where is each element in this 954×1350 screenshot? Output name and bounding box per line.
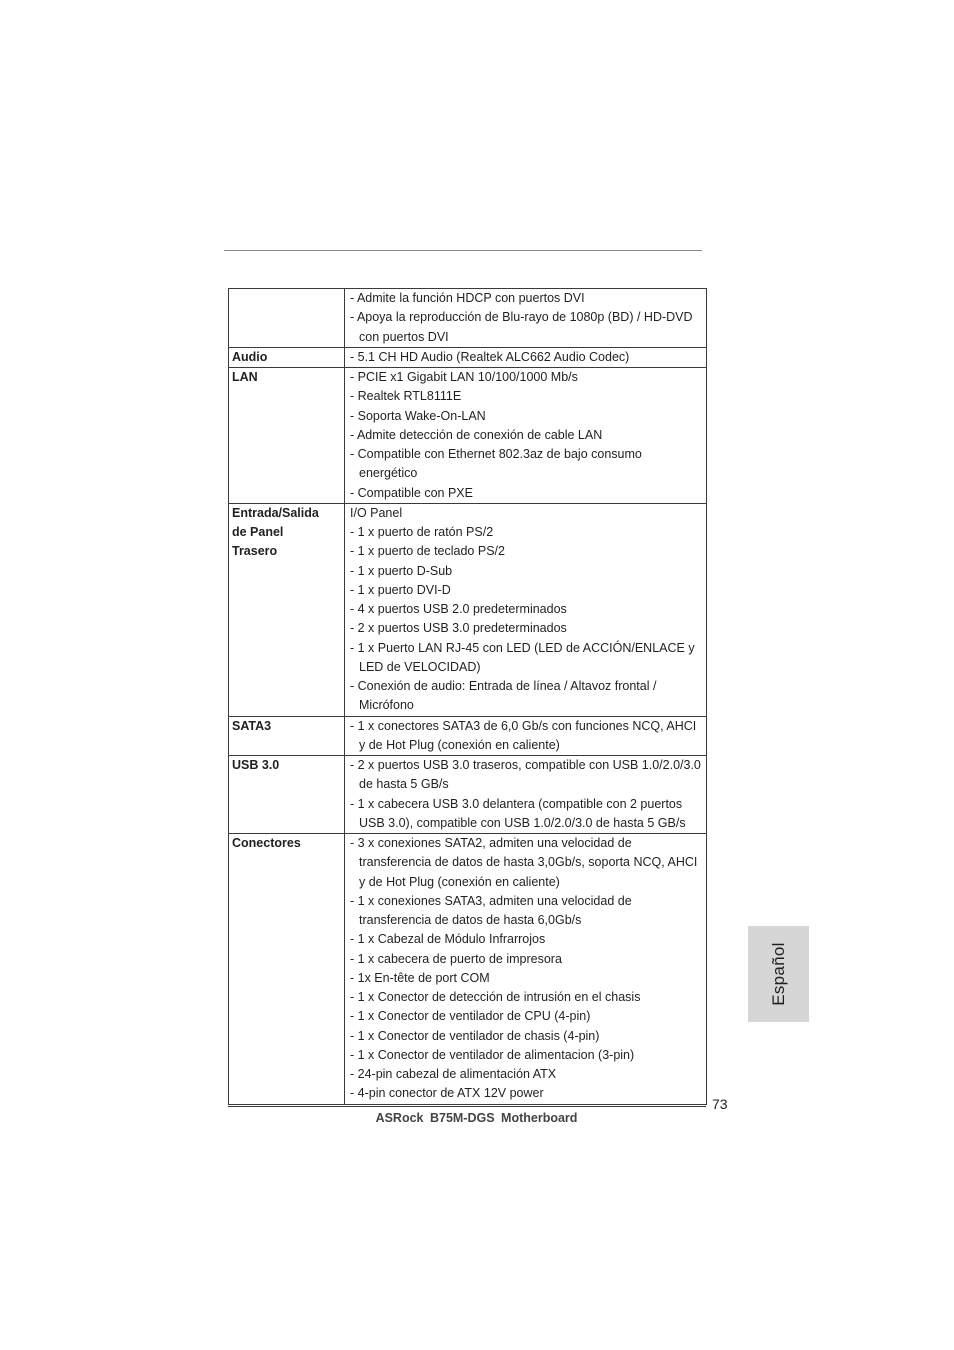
spec-label-cell <box>229 289 345 348</box>
spec-line: LED de VELOCIDAD) <box>359 659 481 674</box>
spec-line: I/O Panel <box>350 505 403 520</box>
spec-label: USB 3.0 <box>232 758 280 772</box>
spec-line: - 1 x puerto de ratón PS/2 <box>350 525 494 539</box>
spec-label: Entrada/Salida <box>232 505 319 520</box>
spec-row <box>229 289 707 348</box>
spec-line: - 1 x puerto DVI-D <box>350 582 451 597</box>
spec-line: y de Hot Plug (conexión en caliente) <box>359 874 560 889</box>
spec-line: - Compatible con PXE <box>350 485 473 500</box>
spec-line: - 24-pin cabezal de alimentación ATX <box>350 1067 557 1081</box>
spec-line: - 1 x Puerto LAN RJ-45 con LED (LED de ACCIÓN/ENLACE y <box>350 640 695 655</box>
spec-label-cell <box>229 368 345 504</box>
spec-line: energético <box>359 466 418 481</box>
spec-line: - Apoya la reproducción de Blu-rayo de 1080p (BD) / HD-DVD <box>350 310 693 325</box>
spec-label-cell <box>229 716 345 756</box>
footer-rule <box>228 1106 706 1107</box>
spec-line: - PCIE x1 Gigabit LAN 10/100/1000 Mb/s <box>350 370 578 384</box>
spec-label: Conectores <box>232 836 301 850</box>
spec-line: - 1 x Conector de detección de intrusión en el chasis <box>350 990 641 1004</box>
spec-row <box>229 503 707 716</box>
spec-line: - 1 x conexiones SATA3, admiten una velocidad de <box>350 893 632 908</box>
spec-value-cell <box>345 716 707 756</box>
language-side-tab-label: Español <box>768 942 788 1006</box>
spec-row <box>229 347 707 367</box>
spec-value-cell <box>345 834 707 1105</box>
spec-line: con puertos DVI <box>359 329 449 344</box>
spec-label: de Panel <box>232 525 284 539</box>
spec-line: - 1 x Conector de ventilador de alimentacion (3-pin) <box>350 1047 635 1062</box>
spec-line: - Admite detección de conexión de cable LAN <box>350 427 603 442</box>
spec-line: - 1 x Conector de ventilador de CPU (4-pin) <box>350 1009 591 1024</box>
spec-value-cell <box>345 347 707 367</box>
spec-label-cell <box>229 756 345 834</box>
spec-row <box>229 716 707 756</box>
spec-line: - 2 x puertos USB 3.0 predeterminados <box>350 621 567 636</box>
spec-line: - 1 x Cabezal de Módulo Infrarrojos <box>350 932 546 947</box>
spec-line: USB 3.0), compatible con USB 1.0/2.0/3.0 de hasta 5 GB/s <box>359 815 686 830</box>
footer-title: ASRock B75M-DGS Motherboard <box>375 1111 578 1125</box>
spec-row <box>229 368 707 504</box>
spec-label-cell <box>229 347 345 367</box>
spec-label: LAN <box>232 370 258 384</box>
spec-line: - 4 x puertos USB 2.0 predeterminados <box>350 602 567 616</box>
spec-line: - 1 x cabecera de puerto de impresora <box>350 951 562 966</box>
spec-line: - Compatible con Ethernet 802.3az de bajo consumo <box>350 447 642 461</box>
spec-row <box>229 834 707 1105</box>
spec-label: SATA3 <box>232 718 272 733</box>
spec-line: - 1 x cabecera USB 3.0 delantera (compatible con 2 puertos <box>350 796 683 811</box>
language-side-tab <box>748 926 809 1022</box>
spec-value-cell <box>345 756 707 834</box>
page-number: 73 <box>712 1096 728 1112</box>
spec-label-cell <box>229 503 345 716</box>
spec-label: Audio <box>232 349 268 364</box>
spec-line: - Soporta Wake-On-LAN <box>350 408 486 423</box>
spec-line: - 5.1 CH HD Audio (Realtek ALC662 Audio Codec) <box>350 349 630 364</box>
spec-value-cell <box>345 503 707 716</box>
spec-line: - Realtek RTL8111E <box>350 389 462 404</box>
spec-line: y de Hot Plug (conexión en caliente) <box>359 737 560 752</box>
spec-line: - 1 x Conector de ventilador de chasis (4-pin) <box>350 1028 600 1043</box>
spec-line: - 1x En-tête de port COM <box>350 970 490 985</box>
header-rule <box>224 250 702 251</box>
spec-table-body <box>229 289 707 1105</box>
spec-value-cell <box>345 289 707 348</box>
spec-line: - 1 x puerto de teclado PS/2 <box>350 544 505 559</box>
spec-line: - 1 x conectores SATA3 de 6,0 Gb/s con funciones NCQ, AHCI <box>350 718 697 733</box>
spec-line: de hasta 5 GB/s <box>359 777 449 792</box>
spec-label: Trasero <box>232 544 278 559</box>
spec-line: - Conexión de audio: Entrada de línea / Altavoz frontal / <box>350 679 657 693</box>
spec-value-cell <box>345 368 707 504</box>
spec-line: transferencia de datos de hasta 6,0Gb/s <box>359 913 582 927</box>
spec-line: - 1 x puerto D-Sub <box>350 563 453 578</box>
spec-label-cell <box>229 834 345 1105</box>
spec-line: - 3 x conexiones SATA2, admiten una velocidad de <box>350 836 632 850</box>
spec-line: - 2 x puertos USB 3.0 traseros, compatible con USB 1.0/2.0/3.0 <box>350 758 701 772</box>
spec-line: - 4-pin conector de ATX 12V power <box>350 1086 544 1101</box>
spec-row <box>229 756 707 834</box>
spec-line: transferencia de datos de hasta 3,0Gb/s, soporta NCQ, AHCI <box>359 855 698 870</box>
spec-table <box>228 288 707 1105</box>
spec-line: - Admite la función HDCP con puertos DVI <box>350 291 585 305</box>
spec-line: Micrófono <box>359 698 414 713</box>
